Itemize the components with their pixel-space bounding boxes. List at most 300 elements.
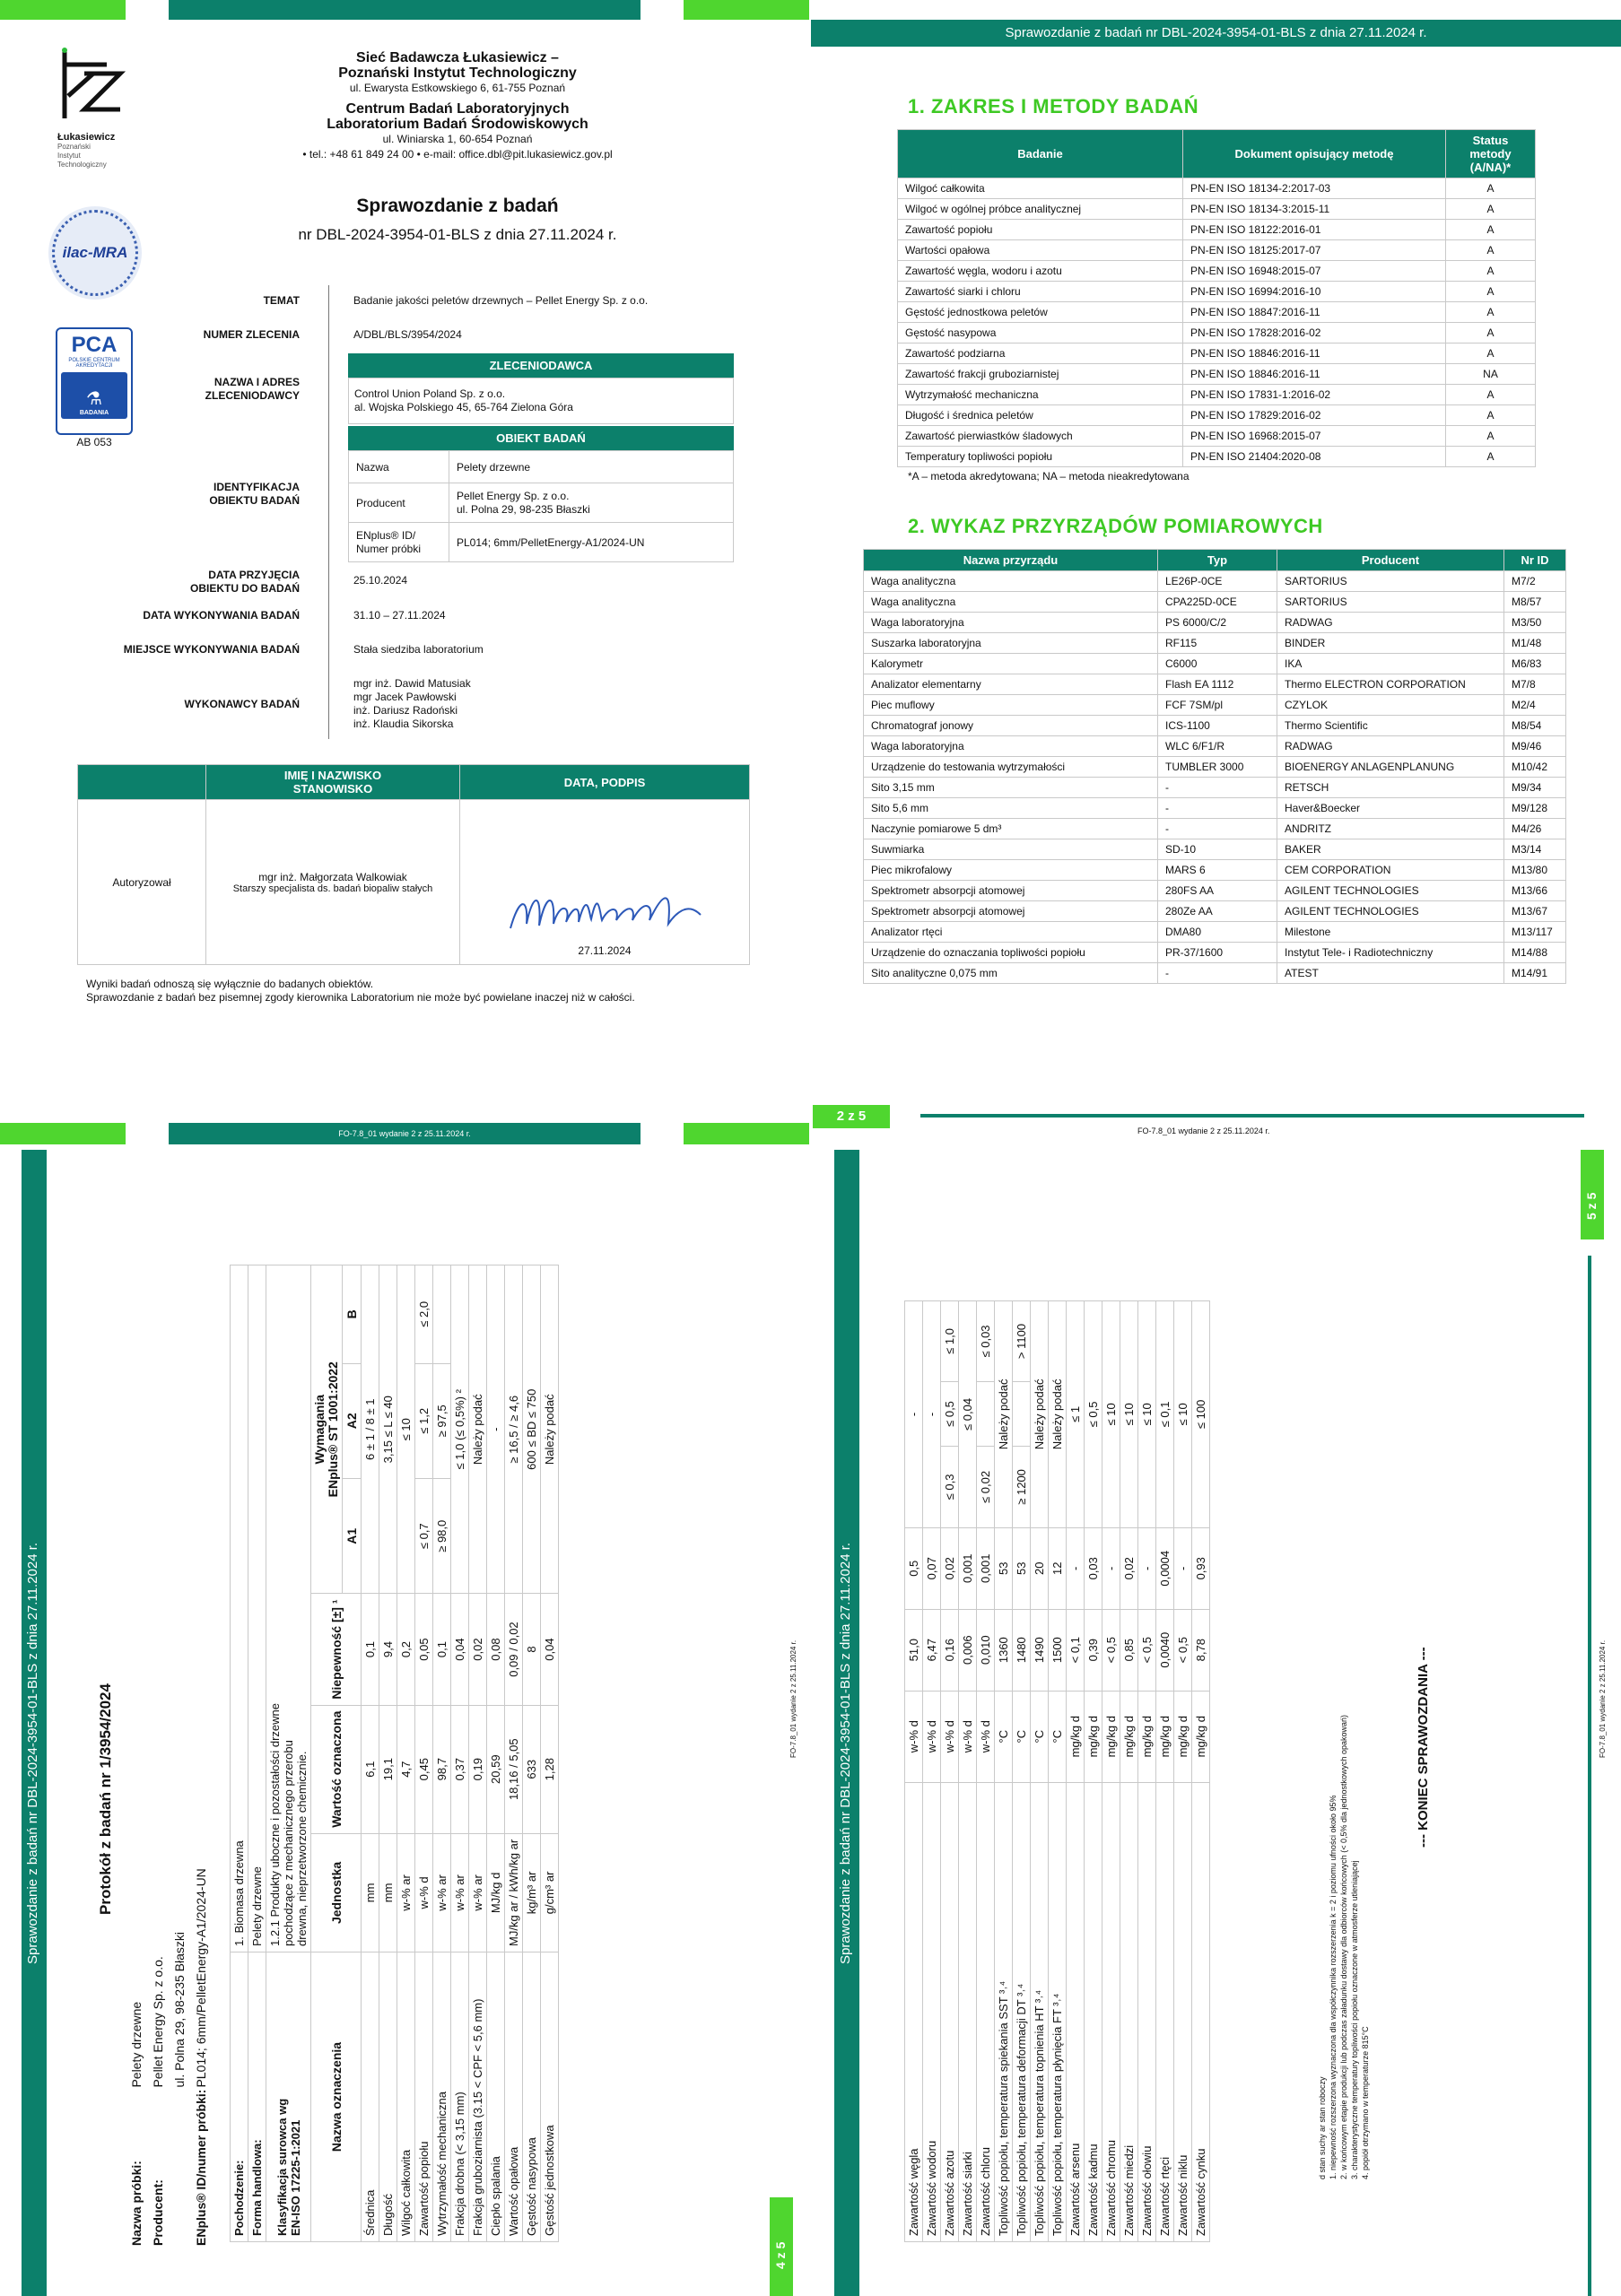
result-cell: 0,45 — [415, 1705, 433, 1833]
identyfikacja-label — [108, 481, 300, 508]
methods-cell: Zawartość podziarna — [898, 344, 1183, 364]
results-table-2 — [904, 1300, 1210, 2242]
page4-side-header: Sprawozdanie z badań nr DBL-2024-3954-01-BLS z dnia 27.11.2024 r. — [838, 1542, 853, 1964]
result-cell: 20 — [1031, 1527, 1049, 1609]
instrument-row — [864, 674, 1566, 695]
result-cell: Gęstość jednostkowa — [541, 1952, 559, 2242]
data-przyjecia-label — [108, 569, 300, 596]
instruments-table — [863, 549, 1566, 984]
instrument-cell: RETSCH — [1277, 778, 1504, 798]
result-cell: mg/kg d — [1138, 1691, 1156, 1782]
result-cell: 12 — [1049, 1527, 1067, 1609]
result-cell: ≤ 0,5 — [941, 1381, 959, 1446]
methods-cell: A — [1446, 447, 1536, 467]
footer-line-1: Wyniki badań odnoszą się wyłącznie do badanych obiektów. — [86, 978, 374, 990]
result-cell: mm — [362, 1833, 379, 1952]
wykonawca: inż. Klaudia Sikorska — [353, 718, 454, 730]
result-row — [995, 1301, 1013, 2242]
page2-form-code: FO-7.8_01 wydanie 2 z 25.11.2024 r. — [1137, 1126, 1270, 1135]
result-cell: 0,04 — [541, 1594, 559, 1705]
methods-row — [898, 447, 1536, 467]
result-cell: 0,0004 — [1156, 1527, 1174, 1609]
sample-label: ENplus® ID/numer próbki: — [194, 2089, 208, 2246]
identyfikacja-label-1: IDENTYFIKACJA — [213, 481, 300, 493]
page3-top-bar-green — [0, 1123, 126, 1144]
result-cell: ≤ 0,5 — [1085, 1301, 1102, 1528]
result-cell: 0,1 — [362, 1594, 379, 1705]
data-wykonywania-label: DATA WYKONYWANIA BADAŃ — [143, 609, 300, 622]
instrument-cell: TUMBLER 3000 — [1158, 757, 1277, 778]
result-cell: mg/kg d — [1120, 1691, 1138, 1782]
result-cell: 0,37 — [451, 1705, 469, 1833]
methods-header: Status metody (A/NA)* — [1446, 130, 1536, 178]
wykonawca: mgr inż. Dawid Matusiak — [353, 677, 471, 690]
pca-title: PCA — [71, 333, 118, 357]
result-cell: Zawartość chromu — [1102, 1782, 1120, 2241]
section-2-title: 2. WYKAZ PRZYRZĄDÓW POMIAROWYCH — [908, 515, 1323, 537]
instrument-cell: M2/4 — [1504, 695, 1566, 716]
klasyfikacja-label — [266, 1952, 311, 2242]
object-key: Nazwa — [349, 451, 449, 483]
klasyfikacja-value — [266, 1265, 311, 1952]
result-cell: w-% ar — [397, 1833, 415, 1952]
instrument-cell: Milestone — [1277, 922, 1504, 943]
producent-line-1: Pellet Energy Sp. z o.o. — [457, 489, 570, 502]
sign-person — [206, 800, 460, 965]
instrument-row — [864, 716, 1566, 736]
protocol-title: Protokół z badań nr 1/3954/2024 — [97, 1683, 114, 1915]
result-cell: Zawartość siarki — [959, 1782, 977, 2241]
result-cell: 0,0040 — [1156, 1609, 1174, 1691]
producent-line-2: ul. Polna 29, 98-235 Błaszki — [457, 502, 590, 516]
sign-name: mgr inż. Małgorzata Walkowiak — [258, 870, 407, 883]
result-cell: 0,02 — [469, 1594, 487, 1705]
result-cell: 6,1 — [362, 1705, 379, 1833]
result-cell: - — [1138, 1527, 1156, 1609]
enplus-key-1: ENplus® ID/ — [356, 528, 416, 542]
instrument-row — [864, 819, 1566, 839]
methods-row — [898, 302, 1536, 323]
instruments-header: Nr ID — [1504, 550, 1566, 571]
result-cell: 3,15 ≤ L ≤ 40 — [379, 1265, 397, 1594]
methods-row — [898, 199, 1536, 220]
result-cell: 53 — [1013, 1527, 1031, 1609]
instrument-cell: M9/46 — [1504, 736, 1566, 757]
result-cell: 0,19 — [469, 1705, 487, 1833]
instrument-row — [864, 901, 1566, 922]
object-row — [349, 523, 734, 562]
result-row — [541, 1265, 559, 2242]
instrument-cell: SD-10 — [1158, 839, 1277, 860]
result-cell: 6 ± 1 / 8 ± 1 — [362, 1265, 379, 1594]
result-cell: mg/kg d — [1102, 1691, 1120, 1782]
result-cell: 51,0 — [905, 1609, 923, 1691]
sample-info-table — [126, 1867, 212, 2247]
instrument-cell: IKA — [1277, 654, 1504, 674]
result-row — [977, 1301, 995, 2242]
pochodzenie-value: 1. Biomasa drzewna — [231, 1265, 248, 1952]
page-top-bar-teal — [169, 0, 641, 20]
methods-cell: Wilgoć całkowita — [898, 178, 1183, 199]
result-row — [433, 1265, 451, 2242]
result-cell: Zawartość kadmu — [1085, 1782, 1102, 2241]
results-table — [230, 1265, 559, 2242]
result-cell: w-% d — [415, 1833, 433, 1952]
nazwa-adres-label — [108, 376, 300, 403]
result-cell: - — [923, 1301, 941, 1528]
methods-row — [898, 426, 1536, 447]
instrument-cell: Analizator elementarny — [864, 674, 1158, 695]
methods-cell: A — [1446, 282, 1536, 302]
zleceniodawca-line-1: Control Union Poland Sp. z o.o. — [354, 387, 506, 400]
methods-cell: A — [1446, 302, 1536, 323]
results-header: Niepewność [±] ¹ — [311, 1594, 362, 1705]
methods-cell: PN-EN ISO 17828:2016-02 — [1183, 323, 1446, 344]
flask-icon: ⚗ — [86, 389, 102, 409]
instrument-cell: BINDER — [1277, 633, 1504, 654]
methods-row — [898, 261, 1536, 282]
instruments-header: Producent — [1277, 550, 1504, 571]
forma-value: Pelety drzewne — [248, 1265, 266, 1952]
methods-cell: A — [1446, 385, 1536, 405]
organization-header — [224, 50, 691, 162]
methods-row — [898, 364, 1536, 385]
instrument-cell: SARTORIUS — [1277, 571, 1504, 592]
result-cell: 4,7 — [397, 1705, 415, 1833]
result-cell: 0,001 — [977, 1527, 995, 1609]
result-row — [469, 1265, 487, 2242]
result-row — [1174, 1301, 1192, 2242]
result-cell: Topliwość popiołu, temperatura płynięcia FT ³˒⁴ — [1049, 1782, 1067, 2241]
result-cell: 0,5 — [905, 1527, 923, 1609]
klasyfikacja-value-1: 1.2.1 Produkty uboczne i pozostałości drzewne — [268, 1703, 282, 1946]
data-wykonywania-value: 31.10 – 27.11.2024 — [353, 609, 446, 622]
instrument-cell: M13/67 — [1504, 901, 1566, 922]
methods-cell: PN-EN ISO 17829:2016-02 — [1183, 405, 1446, 426]
result-cell: MJ/kg ar / kWh/kg ar — [505, 1833, 523, 1952]
klasyfikacja-value-2: pochodzące z mechanicznego przerobu — [282, 1740, 295, 1946]
result-cell: 9,4 — [379, 1594, 397, 1705]
instrument-cell: Sito 3,15 mm — [864, 778, 1158, 798]
result-cell: ≤ 0,02 — [977, 1447, 995, 1528]
result-cell: Zawartość węgla — [905, 1782, 923, 2241]
instrument-row — [864, 839, 1566, 860]
instrument-cell: MARS 6 — [1158, 860, 1277, 881]
result-cell: Należy podać — [1049, 1301, 1067, 1528]
sample-label — [169, 2089, 190, 2247]
result-cell: 0,02 — [941, 1527, 959, 1609]
methods-cell: NA — [1446, 364, 1536, 385]
result-cell: 0,93 — [1192, 1527, 1210, 1609]
report-number: nr DBL-2024-3954-01-BLS z dnia 27.11.2024 r. — [298, 226, 617, 243]
result-cell: 0,010 — [977, 1609, 995, 1691]
object-row — [349, 483, 734, 523]
result-cell: 0,02 — [1120, 1527, 1138, 1609]
result-cell: 8,78 — [1192, 1609, 1210, 1691]
instrument-cell: CZYLOK — [1277, 695, 1504, 716]
result-cell: Zawartość wodoru — [923, 1782, 941, 2241]
instrument-cell: ANDRITZ — [1277, 819, 1504, 839]
instrument-cell: RADWAG — [1277, 613, 1504, 633]
instrument-cell: PS 6000/C/2 — [1158, 613, 1277, 633]
methods-cell: Zawartość frakcji gruboziarnistej — [898, 364, 1183, 385]
result-cell: 600 ≤ BD ≤ 750 — [523, 1265, 541, 1594]
methods-cell: PN-EN ISO 21404:2020-08 — [1183, 447, 1446, 467]
instrument-cell: Piec muflowy — [864, 695, 1158, 716]
temat-label: TEMAT — [263, 294, 300, 307]
page4-top-bar-green — [684, 1123, 809, 1144]
instrument-cell: M9/128 — [1504, 798, 1566, 819]
instrument-cell: Spektrometr absorpcji atomowej — [864, 881, 1158, 901]
result-cell: 19,1 — [379, 1705, 397, 1833]
result-cell: ≥ 98,0 — [433, 1479, 451, 1594]
sign-header-date: DATA, PODPIS — [460, 765, 750, 800]
end-of-report: --- KONIEC SPRAWOZDANIA --- — [1416, 1647, 1431, 1848]
result-cell: ≤ 0,03 — [977, 1301, 995, 1382]
instrument-cell: AGILENT TECHNOLOGIES — [1277, 881, 1504, 901]
result-cell: Wilgoć całkowita — [397, 1952, 415, 2242]
result-cell: Należy podać — [995, 1301, 1013, 1528]
results-header: Wartość oznaczona — [311, 1705, 362, 1833]
instrument-cell: M13/66 — [1504, 881, 1566, 901]
methods-row — [898, 178, 1536, 199]
instrument-cell: M14/91 — [1504, 963, 1566, 984]
result-cell — [977, 1381, 995, 1446]
result-cell: 98,7 — [433, 1705, 451, 1833]
instrument-cell: FCF 7SM/pl — [1158, 695, 1277, 716]
instrument-cell: Waga laboratoryjna — [864, 736, 1158, 757]
result-cell: > 1100 — [1013, 1301, 1031, 1382]
methods-note: *A – metoda akredytowana; NA – metoda nieakredytowana — [908, 470, 1190, 483]
instrument-cell: M3/50 — [1504, 613, 1566, 633]
methods-cell: PN-EN ISO 18122:2016-01 — [1183, 220, 1446, 240]
methods-cell: PN-EN ISO 17831-1:2016-02 — [1183, 385, 1446, 405]
result-row — [1067, 1301, 1085, 2242]
wykonawca: mgr Jacek Pawłowski — [353, 691, 457, 703]
methods-row — [898, 282, 1536, 302]
result-cell: mg/kg d — [1192, 1691, 1210, 1782]
result-row — [941, 1301, 959, 2242]
methods-cell: Gęstość jednostkowa peletów — [898, 302, 1183, 323]
wykonawcy-label: WYKONAWCY BADAŃ — [184, 698, 300, 710]
sample-label: Nazwa próbki: — [129, 2161, 144, 2246]
methods-row — [898, 323, 1536, 344]
logo-sub-1: Poznański — [57, 143, 91, 151]
methods-cell: Wytrzymałość mechaniczna — [898, 385, 1183, 405]
instrument-cell: Suwmiarka — [864, 839, 1158, 860]
results-header: A1 — [343, 1479, 362, 1594]
instrument-cell: M1/48 — [1504, 633, 1566, 654]
result-cell: ≤ 10 — [1120, 1301, 1138, 1528]
result-cell: - — [487, 1265, 505, 1594]
instrument-row — [864, 736, 1566, 757]
result-cell: 1,28 — [541, 1705, 559, 1833]
numer-value: A/DBL/BLS/3954/2024 — [353, 328, 462, 341]
data-przyjecia-label-1: DATA PRZYJĘCIA — [208, 569, 300, 581]
result-cell: w-% d — [905, 1691, 923, 1782]
result-cell: kg/m³ ar — [523, 1833, 541, 1952]
instrument-cell: M13/80 — [1504, 860, 1566, 881]
center-name-2: Laboratorium Badań Środowiskowych — [327, 117, 588, 132]
methods-table — [897, 129, 1536, 467]
result-cell: ≤ 10 — [1174, 1301, 1192, 1528]
instrument-cell: Naczynie pomiarowe 5 dm³ — [864, 819, 1158, 839]
results-header: A2 — [343, 1363, 362, 1478]
result-cell: ≤ 10 — [1102, 1301, 1120, 1528]
instrument-cell: M13/117 — [1504, 922, 1566, 943]
methods-cell: A — [1446, 199, 1536, 220]
pca-badania: BADANIA — [79, 410, 109, 416]
result-cell: °C — [1031, 1691, 1049, 1782]
instrument-row — [864, 943, 1566, 963]
result-cell: Zawartość rtęci — [1156, 1782, 1174, 2241]
page2-header-bar: Sprawozdanie z badań nr DBL-2024-3954-01-BLS z dnia 27.11.2024 r. — [811, 20, 1621, 47]
result-cell: ≤ 0,1 — [1156, 1301, 1174, 1528]
result-cell: - — [1174, 1527, 1192, 1609]
instrument-cell: Sito analityczne 0,075 mm — [864, 963, 1158, 984]
methods-cell: PN-EN ISO 18134-3:2015-11 — [1183, 199, 1446, 220]
instrument-cell: M14/88 — [1504, 943, 1566, 963]
result-cell: w-% ar — [469, 1833, 487, 1952]
result-row — [379, 1265, 397, 2242]
result-row — [1120, 1301, 1138, 2242]
methods-cell: Wartości opałowa — [898, 240, 1183, 261]
result-cell: 0,2 — [397, 1594, 415, 1705]
sign-header-empty — [78, 765, 206, 800]
instrument-cell: PR-37/1600 — [1158, 943, 1277, 963]
result-cell: g/cm³ ar — [541, 1833, 559, 1952]
result-cell: 0,1 — [433, 1594, 451, 1705]
result-row — [487, 1265, 505, 2242]
lukasiewicz-logo — [57, 47, 138, 170]
wykonawca: inż. Dariusz Radoński — [353, 704, 458, 717]
result-cell: Należy podać — [541, 1265, 559, 1594]
sign-position: Starszy specjalista ds. badań biopaliw stałych — [232, 883, 433, 894]
data-przyjecia-label-2: OBIEKTU DO BADAŃ — [190, 582, 300, 595]
result-cell: ≥ 1200 — [1013, 1447, 1031, 1528]
pochodzenie-label: Pochodzenie: — [231, 1952, 248, 2242]
identyfikacja-label-2: OBIEKTU BADAŃ — [209, 494, 300, 507]
methods-cell: A — [1446, 323, 1536, 344]
result-cell: Zawartość azotu — [941, 1782, 959, 2241]
result-cell: Ciepło spalania — [487, 1952, 505, 2242]
methods-cell: PN-EN ISO 18846:2016-11 — [1183, 364, 1446, 385]
instrument-cell: 280Ze AA — [1158, 901, 1277, 922]
instrument-row — [864, 798, 1566, 819]
instrument-cell: Urządzenie do oznaczania topliwości popiołu — [864, 943, 1158, 963]
methods-cell: Zawartość siarki i chloru — [898, 282, 1183, 302]
signature-table — [77, 764, 750, 965]
result-cell: w-% ar — [451, 1833, 469, 1952]
result-cell: ≤ 10 — [1138, 1301, 1156, 1528]
result-cell: - — [905, 1301, 923, 1528]
note: 4. popiół otrzymano w temperaturze 815°C — [1361, 2026, 1370, 2179]
result-cell: 0,08 — [487, 1594, 505, 1705]
instrument-cell: Urządzenie do testowania wytrzymałości — [864, 757, 1158, 778]
result-row — [1138, 1301, 1156, 2242]
result-cell: w-% d — [941, 1691, 959, 1782]
instrument-cell: RF115 — [1158, 633, 1277, 654]
methods-row — [898, 344, 1536, 364]
methods-cell: Zawartość popiołu — [898, 220, 1183, 240]
result-cell: w-% d — [923, 1691, 941, 1782]
methods-cell: PN-EN ISO 16948:2015-07 — [1183, 261, 1446, 282]
instrument-row — [864, 654, 1566, 674]
methods-cell: A — [1446, 240, 1536, 261]
methods-cell: Gęstość nasypowa — [898, 323, 1183, 344]
requirements-header-1: Wymagania — [312, 1394, 327, 1465]
ilac-mra-logo — [48, 206, 142, 300]
instrument-cell: CEM CORPORATION — [1277, 860, 1504, 881]
page3-side-header: Sprawozdanie z badań nr DBL-2024-3954-01-BLS z dnia 27.11.2024 r. — [25, 1542, 40, 1964]
note: 2. w końcowym etapie produkcji lub podczas załadunku dostawy dla odbiorców końcowych (< 0,5% dla jednostkowych opakowań) — [1339, 1714, 1348, 2179]
page3-page-number: 4 z 5 — [773, 2241, 788, 2269]
sign-header-name-2: STANOWISKO — [292, 782, 373, 796]
methods-row — [898, 405, 1536, 426]
result-cell: MJ/kg d — [487, 1833, 505, 1952]
result-cell: Wartość opałowa — [505, 1952, 523, 2242]
sign-date-cell — [460, 800, 750, 965]
result-cell: ≥ 16,5 / ≥ 4,6 — [505, 1265, 523, 1594]
instrument-cell: - — [1158, 963, 1277, 984]
result-cell: - — [1102, 1527, 1120, 1609]
instrument-cell: Flash EA 1112 — [1158, 674, 1277, 695]
object-table — [348, 450, 734, 562]
result-row — [1049, 1301, 1067, 2242]
instrument-cell: Suszarka laboratoryjna — [864, 633, 1158, 654]
page-top-bar-green — [0, 0, 126, 20]
result-cell: mg/kg d — [1067, 1691, 1085, 1782]
center-name-1: Centrum Badań Laboratoryjnych — [345, 101, 570, 117]
result-cell: ≤ 1,0 — [941, 1301, 959, 1382]
zleceniodawca-box — [348, 378, 734, 424]
result-cell: °C — [1013, 1691, 1031, 1782]
report-title-block — [224, 196, 691, 244]
sample-label: Producent: — [151, 2179, 165, 2246]
instrument-cell: Sito 5,6 mm — [864, 798, 1158, 819]
result-cell: 0,07 — [923, 1527, 941, 1609]
methods-cell: PN-EN ISO 16968:2015-07 — [1183, 426, 1446, 447]
instrument-cell: Waga laboratoryjna — [864, 613, 1158, 633]
page2-bottom-line — [920, 1114, 1584, 1118]
result-cell: mg/kg d — [1085, 1691, 1102, 1782]
instrument-cell: C6000 — [1158, 654, 1277, 674]
zleceniodawca-line-2: al. Wojska Polskiego 45, 65-764 Zielona Góra — [354, 401, 573, 413]
data-przyjecia-value: 25.10.2024 — [353, 574, 408, 587]
methods-cell: A — [1446, 261, 1536, 282]
page1-footer — [86, 978, 635, 1004]
result-cell: Zawartość chloru — [977, 1782, 995, 2241]
methods-cell: A — [1446, 178, 1536, 199]
result-cell: 8 — [523, 1594, 541, 1705]
result-cell: - — [1067, 1527, 1085, 1609]
instrument-row — [864, 778, 1566, 798]
instrument-cell: AGILENT TECHNOLOGIES — [1277, 901, 1504, 922]
obiekt-header: OBIEKT BADAŃ — [348, 426, 734, 450]
result-cell: ≤ 1,2 — [415, 1363, 433, 1478]
result-cell: Zawartość popiołu — [415, 1952, 433, 2242]
sample-value: Pelety drzewne — [129, 2001, 144, 2088]
methods-row — [898, 385, 1536, 405]
instrument-cell: Waga analityczna — [864, 592, 1158, 613]
result-cell: Zawartość cynku — [1192, 1782, 1210, 2241]
result-cell: w-% d — [977, 1691, 995, 1782]
instrument-cell: WLC 6/F1/R — [1158, 736, 1277, 757]
methods-cell: Zawartość pierwiastków śladowych — [898, 426, 1183, 447]
result-cell: w-% ar — [433, 1833, 451, 1952]
methods-cell: PN-EN ISO 18846:2016-11 — [1183, 344, 1446, 364]
page-top-bar-green-2 — [684, 0, 809, 20]
